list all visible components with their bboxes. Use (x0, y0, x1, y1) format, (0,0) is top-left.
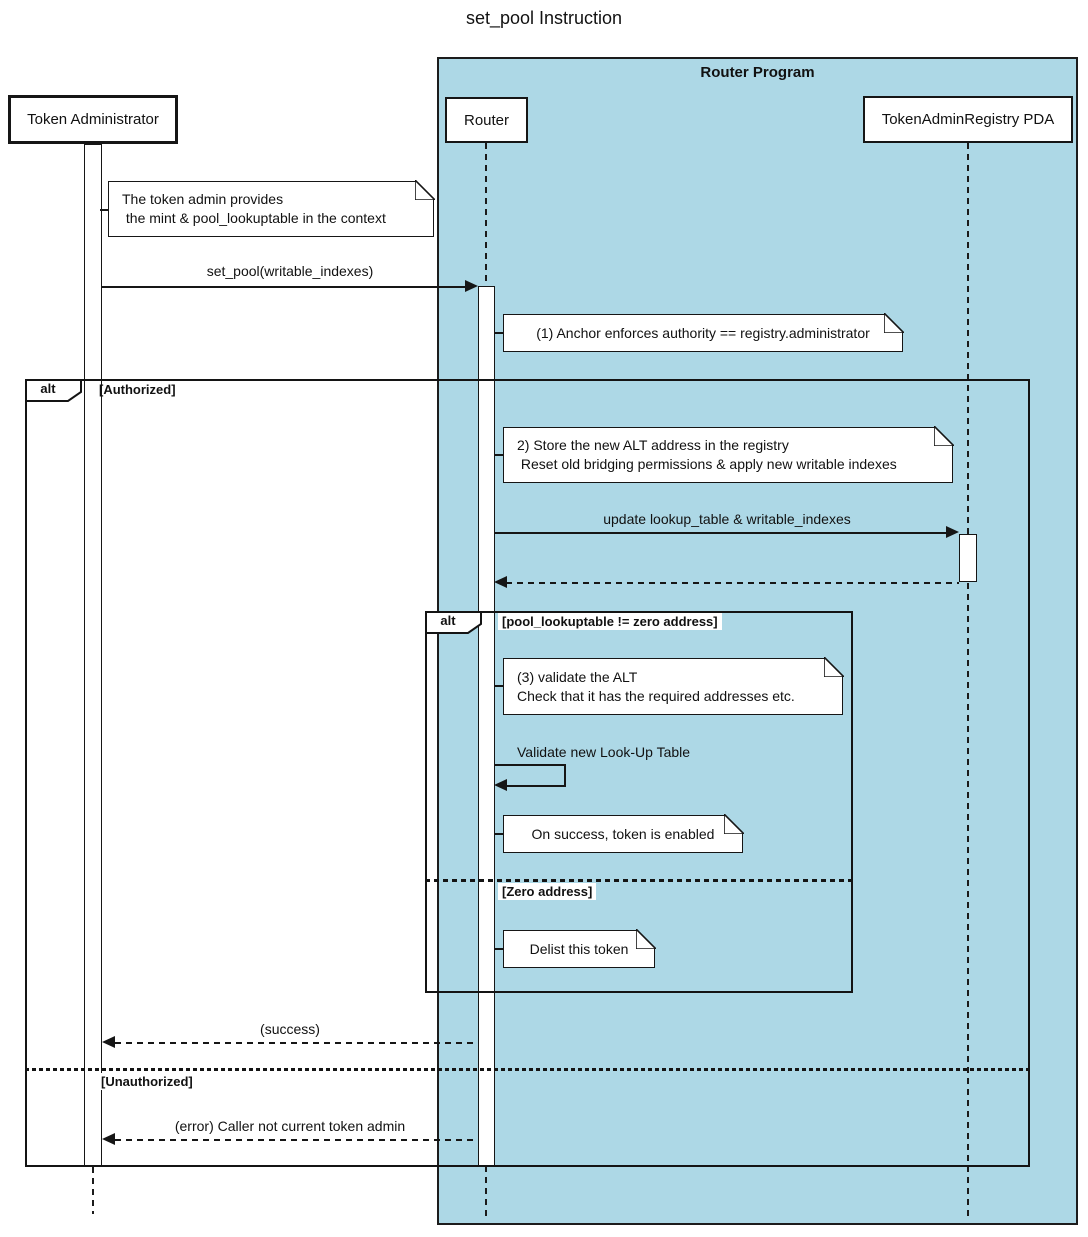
note-fold-icon (415, 180, 435, 200)
participant-token-administrator-label: Token Administrator (27, 111, 159, 128)
message-return-error-label: (error) Caller not current token admin (174, 1118, 406, 1134)
note-success (503, 815, 743, 853)
participant-router (445, 97, 528, 143)
note-store-alt-line1: 2) Store the new ALT address in the registry (517, 437, 789, 453)
message-update-lookup-label: update lookup_table & writable_indexes (603, 511, 851, 527)
guard-pool-lookuptable: [pool_lookuptable != zero address] (498, 613, 722, 630)
note-fold-icon (934, 426, 954, 446)
note-store-alt (503, 427, 953, 483)
guard-zero-address: [Zero address] (498, 883, 596, 900)
arrowhead-left-icon (494, 779, 507, 791)
note-validate-alt (503, 658, 843, 715)
guard-unauthorized: [Unauthorized] (97, 1073, 197, 1090)
arrowhead-right-icon (946, 526, 959, 538)
message-validate-self-label: Validate new Look-Up Table (517, 744, 691, 760)
note-validate-alt-line2: Check that it has the required addresses etc. (517, 687, 795, 704)
note-fold-icon (884, 313, 904, 333)
note-anchor-check-text: (1) Anchor enforces authority == registry.administrator (536, 324, 870, 341)
message-set-pool-label: set_pool(writable_indexes) (206, 263, 374, 279)
message-set-pool-line (102, 286, 467, 288)
divider-unauthorized (25, 1068, 1030, 1071)
note-context (108, 181, 434, 237)
participant-registry-pda-label: TokenAdminRegistry PDA (881, 111, 1055, 128)
note-store-alt-line2: Reset old bridging permissions & apply new writable indexes (517, 456, 897, 472)
message-update-lookup-line (494, 532, 947, 534)
divider-zero-address (425, 879, 853, 882)
message-return-error-line (115, 1139, 478, 1141)
arrowhead-left-icon (102, 1036, 115, 1048)
note-validate-alt-line1: (3) validate the ALT (517, 668, 638, 685)
note-success-text: On success, token is enabled (531, 825, 715, 842)
note-fold-icon (636, 929, 656, 949)
participant-token-administrator (8, 95, 178, 144)
arrowhead-left-icon (494, 576, 507, 588)
diagram-title: set_pool Instruction (465, 8, 623, 28)
guard-authorized: [Authorized] (99, 382, 176, 397)
message-validate-self-line-right (564, 764, 566, 787)
message-validate-self-line-bottom (507, 785, 566, 787)
note-context-line2: the mint & pool_lookuptable in the context (122, 210, 386, 226)
participant-router-label: Router (463, 111, 510, 129)
participant-registry-pda (863, 96, 1073, 143)
message-return-success-line (115, 1042, 478, 1044)
router-program-label: Router Program (700, 64, 815, 81)
message-return-success-label: (success) (260, 1021, 320, 1037)
note-fold-icon (724, 814, 744, 834)
note-context-line1: The token admin provides (122, 191, 284, 207)
note-delist-text: Delist this token (529, 940, 629, 957)
note-fold-icon (824, 657, 844, 677)
alt-operator-inner: alt (440, 613, 456, 628)
arrowhead-left-icon (102, 1133, 115, 1145)
arrowhead-right-icon (465, 280, 478, 292)
note-delist (503, 930, 655, 968)
message-return-registry-line (506, 582, 959, 584)
message-validate-self-line-top (494, 764, 566, 766)
alt-operator-outer: alt (40, 381, 56, 396)
note-anchor-check (503, 314, 903, 352)
